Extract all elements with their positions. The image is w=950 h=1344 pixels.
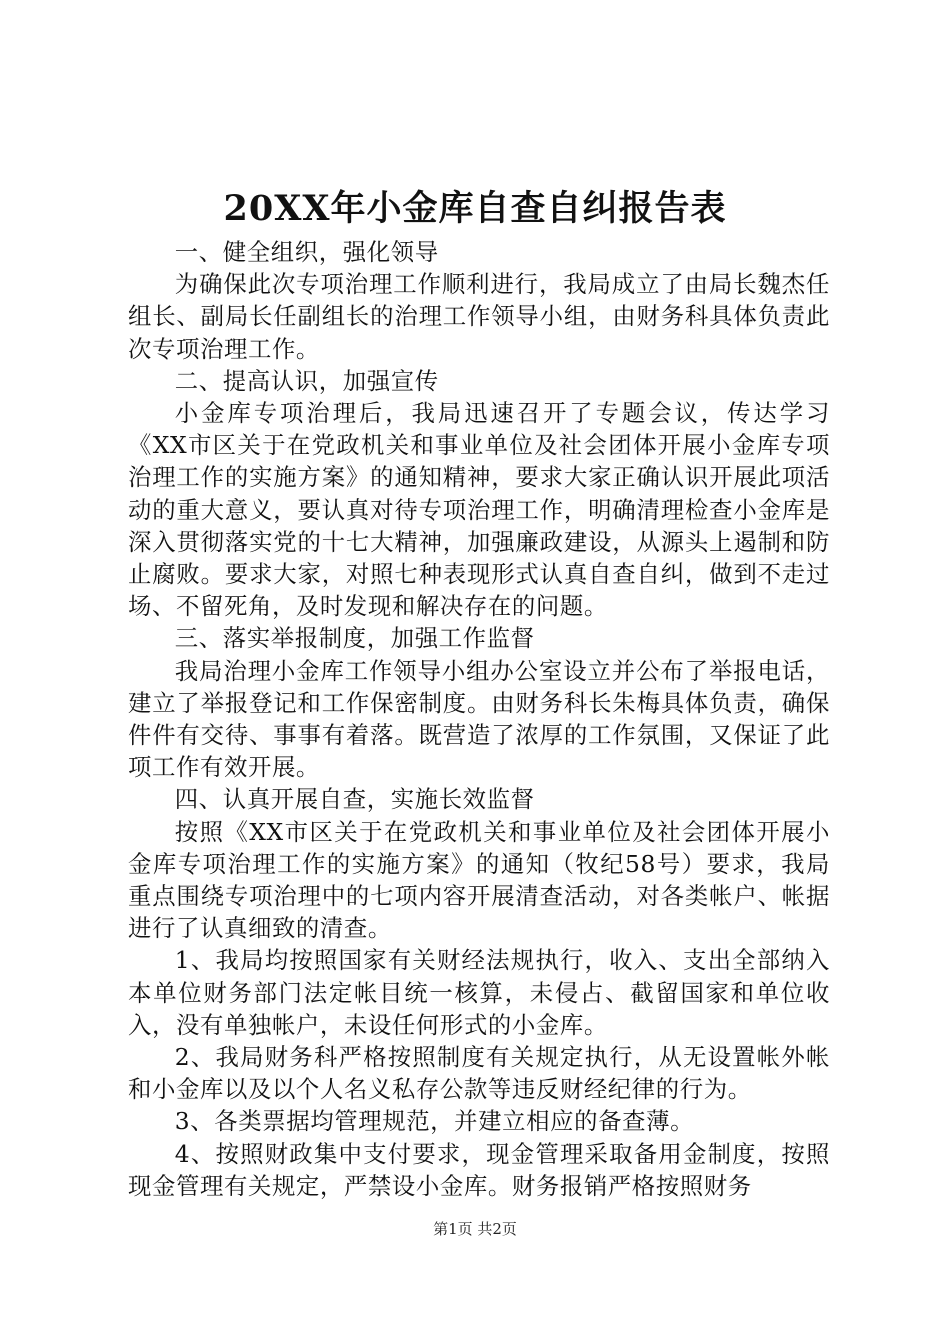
paragraph-2: 小金库专项治理后，我局迅速召开了专题会议，传达学习《XX市区关于在党政机关和事业单位及社会团体开展小金库专项治理工作的实施方案》的通知精神，要求大家正确认识开展此项活动的重大意义，要认真对待专项治理工作，明确清理检查小金库是深入贯彻落实党的十七大精神，加强廉政建设，从源头上遏制和防止腐败。要求大家，对照七种表现形式认真自查自纠，做到不走过场、不留死角，及时发现和解决存在的问题。 bbox=[128, 399, 830, 621]
section-heading-3: 三、落实举报制度，加强工作监督 bbox=[174, 624, 535, 653]
section-heading-1: 一、健全组织，强化领导 bbox=[174, 238, 439, 266]
list-item-4: 4、按照财政集中支付要求，现金管理采取备用金制度，按照现金管理有关规定，严禁设小金库。财务报销严格按照财务 bbox=[128, 1139, 830, 1200]
document-body bbox=[128, 236, 830, 1202]
document-title: 20XX年小金库自查自纠报告表 bbox=[223, 188, 727, 229]
section-heading-4: 四、认真开展自查，实施长效监督 bbox=[174, 785, 535, 814]
paragraph-1: 为确保此次专项治理工作顺利进行，我局成立了由局长魏杰任组长、副局长任副组长的治理工作领导小组，由财务科具体负责此次专项治理工作。 bbox=[128, 270, 830, 363]
list-item-2: 2、我局财务科严格按照制度有关规定执行，从无设置帐外帐和小金库以及以个人名义私存公款等违反财经纪律的行为。 bbox=[128, 1043, 830, 1104]
section-heading-2: 二、提高认识，加强宣传 bbox=[174, 366, 439, 395]
page-footer: 第1页 共2页 bbox=[433, 1220, 517, 1238]
list-item-3: 3、各类票据均管理规范，并建立相应的备查薄。 bbox=[174, 1107, 695, 1136]
paragraph-3: 我局治理小金库工作领导小组办公室设立并公布了举报电话，建立了举报登记和工作保密制度。由财务科长朱梅具体负责，确保件件有交待、事事有着落。既营造了浓厚的工作氛围，又保证了此项工作有效开展。 bbox=[128, 656, 830, 782]
paragraph-4: 按照《XX市区关于在党政机关和事业单位及社会团体开展小金库专项治理工作的实施方案》的通知（牧纪58号）要求，我局重点围绕专项治理中的七项内容开展清查活动，对各类帐户、帐据进行了认真细致的清查。 bbox=[128, 817, 830, 943]
list-item-1: 1、我局均按照国家有关财经法规执行，收入、支出全部纳入本单位财务部门法定帐目统一核算，未侵占、截留国家和单位收入，没有单独帐户，未设任何形式的小金库。 bbox=[128, 946, 830, 1039]
